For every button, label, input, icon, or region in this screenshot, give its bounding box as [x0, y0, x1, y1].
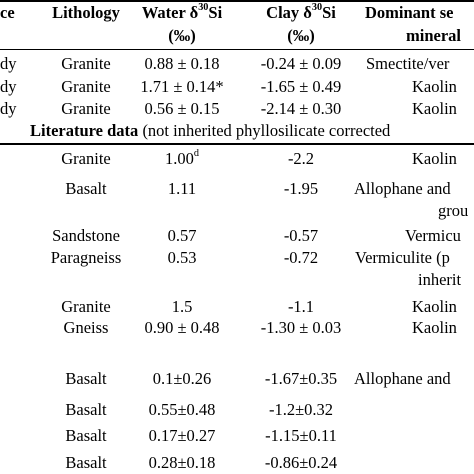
study-row-2-source: dy [0, 77, 17, 96]
lit-row-6-mineral: Kaolin [412, 318, 457, 337]
lit-row-9-water: 0.17±0.27 [148, 426, 216, 445]
header-lithology: Lithology [52, 3, 120, 22]
lit-row-8-clay: -1.2±0.32 [268, 400, 334, 419]
lit-row-5-clay: -1.1 [287, 297, 315, 316]
study-row-3-lithology: Granite [61, 99, 111, 118]
lit-row-2-water: 1.11 [167, 179, 197, 198]
lit-row-5-lithology: Granite [61, 297, 111, 316]
header-water-unit: (‰) [168, 26, 196, 45]
study-row-2-mineral: Kaolin [412, 77, 457, 96]
lit-row-6-lithology: Gneiss [63, 318, 109, 337]
lit-row-8-water: 0.55±0.48 [148, 400, 216, 419]
lit-row-1-mineral: Kaolin [412, 149, 457, 168]
lit-row-7-lithology: Basalt [65, 369, 107, 388]
study-row-1-source: dy [0, 54, 17, 73]
lit-row-3-mineral: Vermicu [405, 226, 461, 245]
lit-row-5-water: 1.5 [171, 297, 193, 316]
header-clay-unit: (‰) [287, 26, 315, 45]
lit-row-8-lithology: Basalt [65, 400, 107, 419]
header-dominant-secondary: Dominant se [365, 3, 454, 22]
lit-row-3-water: 0.57 [167, 226, 197, 245]
literature-heading: Literature data (not inherited phyllosilicate corrected [30, 121, 391, 140]
lit-row-1-clay: -2.2 [287, 149, 315, 168]
study-row-2-clay: -1.65 ± 0.49 [260, 77, 342, 96]
lit-row-5-mineral: Kaolin [412, 297, 457, 316]
lit-row-3-clay: -0.57 [283, 226, 319, 245]
table-top-rule [0, 0, 474, 2]
study-row-1-lithology: Granite [61, 54, 111, 73]
header-water-d30si: Water $\delta^{30}Si$ [141, 2, 223, 22]
lit-row-7-mineral: Allophane and [354, 369, 451, 388]
lit-row-2-mineral: Allophane and [354, 179, 451, 198]
lit-row-1-water: 1.00$^d$ [165, 148, 199, 168]
study-row-1-clay: -0.24 ± 0.09 [260, 54, 342, 73]
lit-row-2-clay: -1.95 [283, 179, 319, 198]
header-bottom-rule [0, 49, 474, 50]
study-row-2-lithology: Granite [61, 77, 111, 96]
study-row-1-water: 0.88 ± 0.18 [144, 54, 220, 73]
lit-row-4-mineral: Vermiculite (p [355, 248, 450, 267]
lit-row-9-lithology: Basalt [65, 426, 107, 445]
lit-row-1-lithology: Granite [61, 149, 111, 168]
lit-row-7-clay: -1.67±0.35 [264, 369, 338, 388]
literature-rule [0, 143, 474, 145]
header-clay-d30si: Clay $\delta^{30}Si$ [266, 2, 336, 22]
lit-row-4-lithology: Paragneiss [50, 248, 122, 267]
lit-row-2-mineral-cont: grou [438, 201, 469, 220]
lit-row-2-lithology: Basalt [65, 179, 107, 198]
lit-row-3-lithology: Sandstone [52, 226, 120, 245]
lit-row-6-water: 0.90 ± 0.48 [144, 318, 220, 337]
lit-row-4-mineral-cont: inherit [418, 270, 462, 289]
header-source: ce [0, 3, 15, 22]
study-row-3-source: dy [0, 99, 17, 118]
study-row-1-mineral: Smectite/ver [366, 54, 450, 73]
lit-row-6-clay: -1.30 ± 0.03 [260, 318, 342, 337]
lit-row-10-clay: -0.86±0.24 [264, 453, 338, 472]
study-row-3-clay: -2.14 ± 0.30 [260, 99, 342, 118]
lit-row-10-lithology: Basalt [65, 453, 107, 472]
header-mineral: mineral [406, 26, 461, 45]
study-row-3-mineral: Kaolin [412, 99, 457, 118]
lit-row-7-water: 0.1±0.26 [152, 369, 212, 388]
lit-row-4-water: 0.53 [167, 248, 197, 267]
lit-row-9-clay: -1.15±0.11 [265, 426, 337, 445]
study-row-3-water: 0.56 ± 0.15 [144, 99, 220, 118]
study-row-2-water: 1.71 ± 0.14* [140, 77, 224, 96]
lit-row-10-water: 0.28±0.18 [148, 453, 216, 472]
lit-row-4-clay: -0.72 [283, 248, 319, 267]
